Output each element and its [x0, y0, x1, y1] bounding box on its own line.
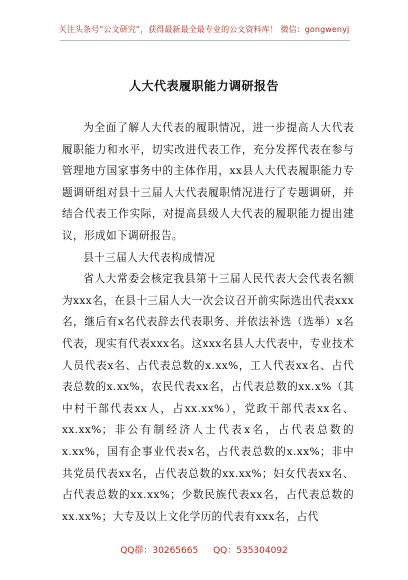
qq-text: QQ：535304092 [213, 546, 288, 556]
qq-group-text: QQ群：30265665 [120, 546, 199, 556]
document-title: 人大代表履职能力调研报告 [128, 79, 279, 93]
composition-paragraph: 省人大常委会核定我县第十三届人民代表大会代表名额为xxx名，在县十三届人大一次会议召开前实际选出代表xxx名，继后有x名代表辞去代表职务、并依法补选（选举）x名代表，现实有代表xxx名。这xxx名县人大代表中，专业技术人员代表x名、占代表总数的x.xx%，工人代表xx名、占代表总数的x.xx%，农民代表xx名，占代表总数的xx.x%（其中村干部代表xx人，占xx.xx%），党政干部代表xx名、xx.xx%；非公有制经济人士代表x名，占代表总数的x.xx%，国有企事业代表x名，占代表总数的x.xx%；非中共党员代表xx名，占代表总数的xx.xx%；妇女代表xx名、占代表总数的xx.xx%；少数民族代表xx名，占代表总数的xx.xx%；大专及以上文化学历的代表有xxx名，占代 [62, 273, 354, 523]
intro-paragraph: 为全面了解人大代表的履职情况，进一步提高人大代表履职能力和水平，切实改进代表工作，充分发挥代表在参与管理地方国家事务中的主体作用，xx县人大代表履职能力专题调研组对县十三届人大代表履职情况进行了专题调研，并结合代表工作实际，对提高县级人大代表的履职能力提出建议，形成如下调研报告。 [62, 122, 354, 242]
document-body [62, 118, 354, 528]
contact-footer [0, 543, 408, 556]
section-heading: 县十三届人大代表构成情况 [83, 251, 216, 264]
header-divider [60, 40, 350, 41]
promo-banner: 关注头条号“公文研究”，获得最新最全最专业的公文资料库！ 微信：gongwenyj [58, 25, 350, 34]
